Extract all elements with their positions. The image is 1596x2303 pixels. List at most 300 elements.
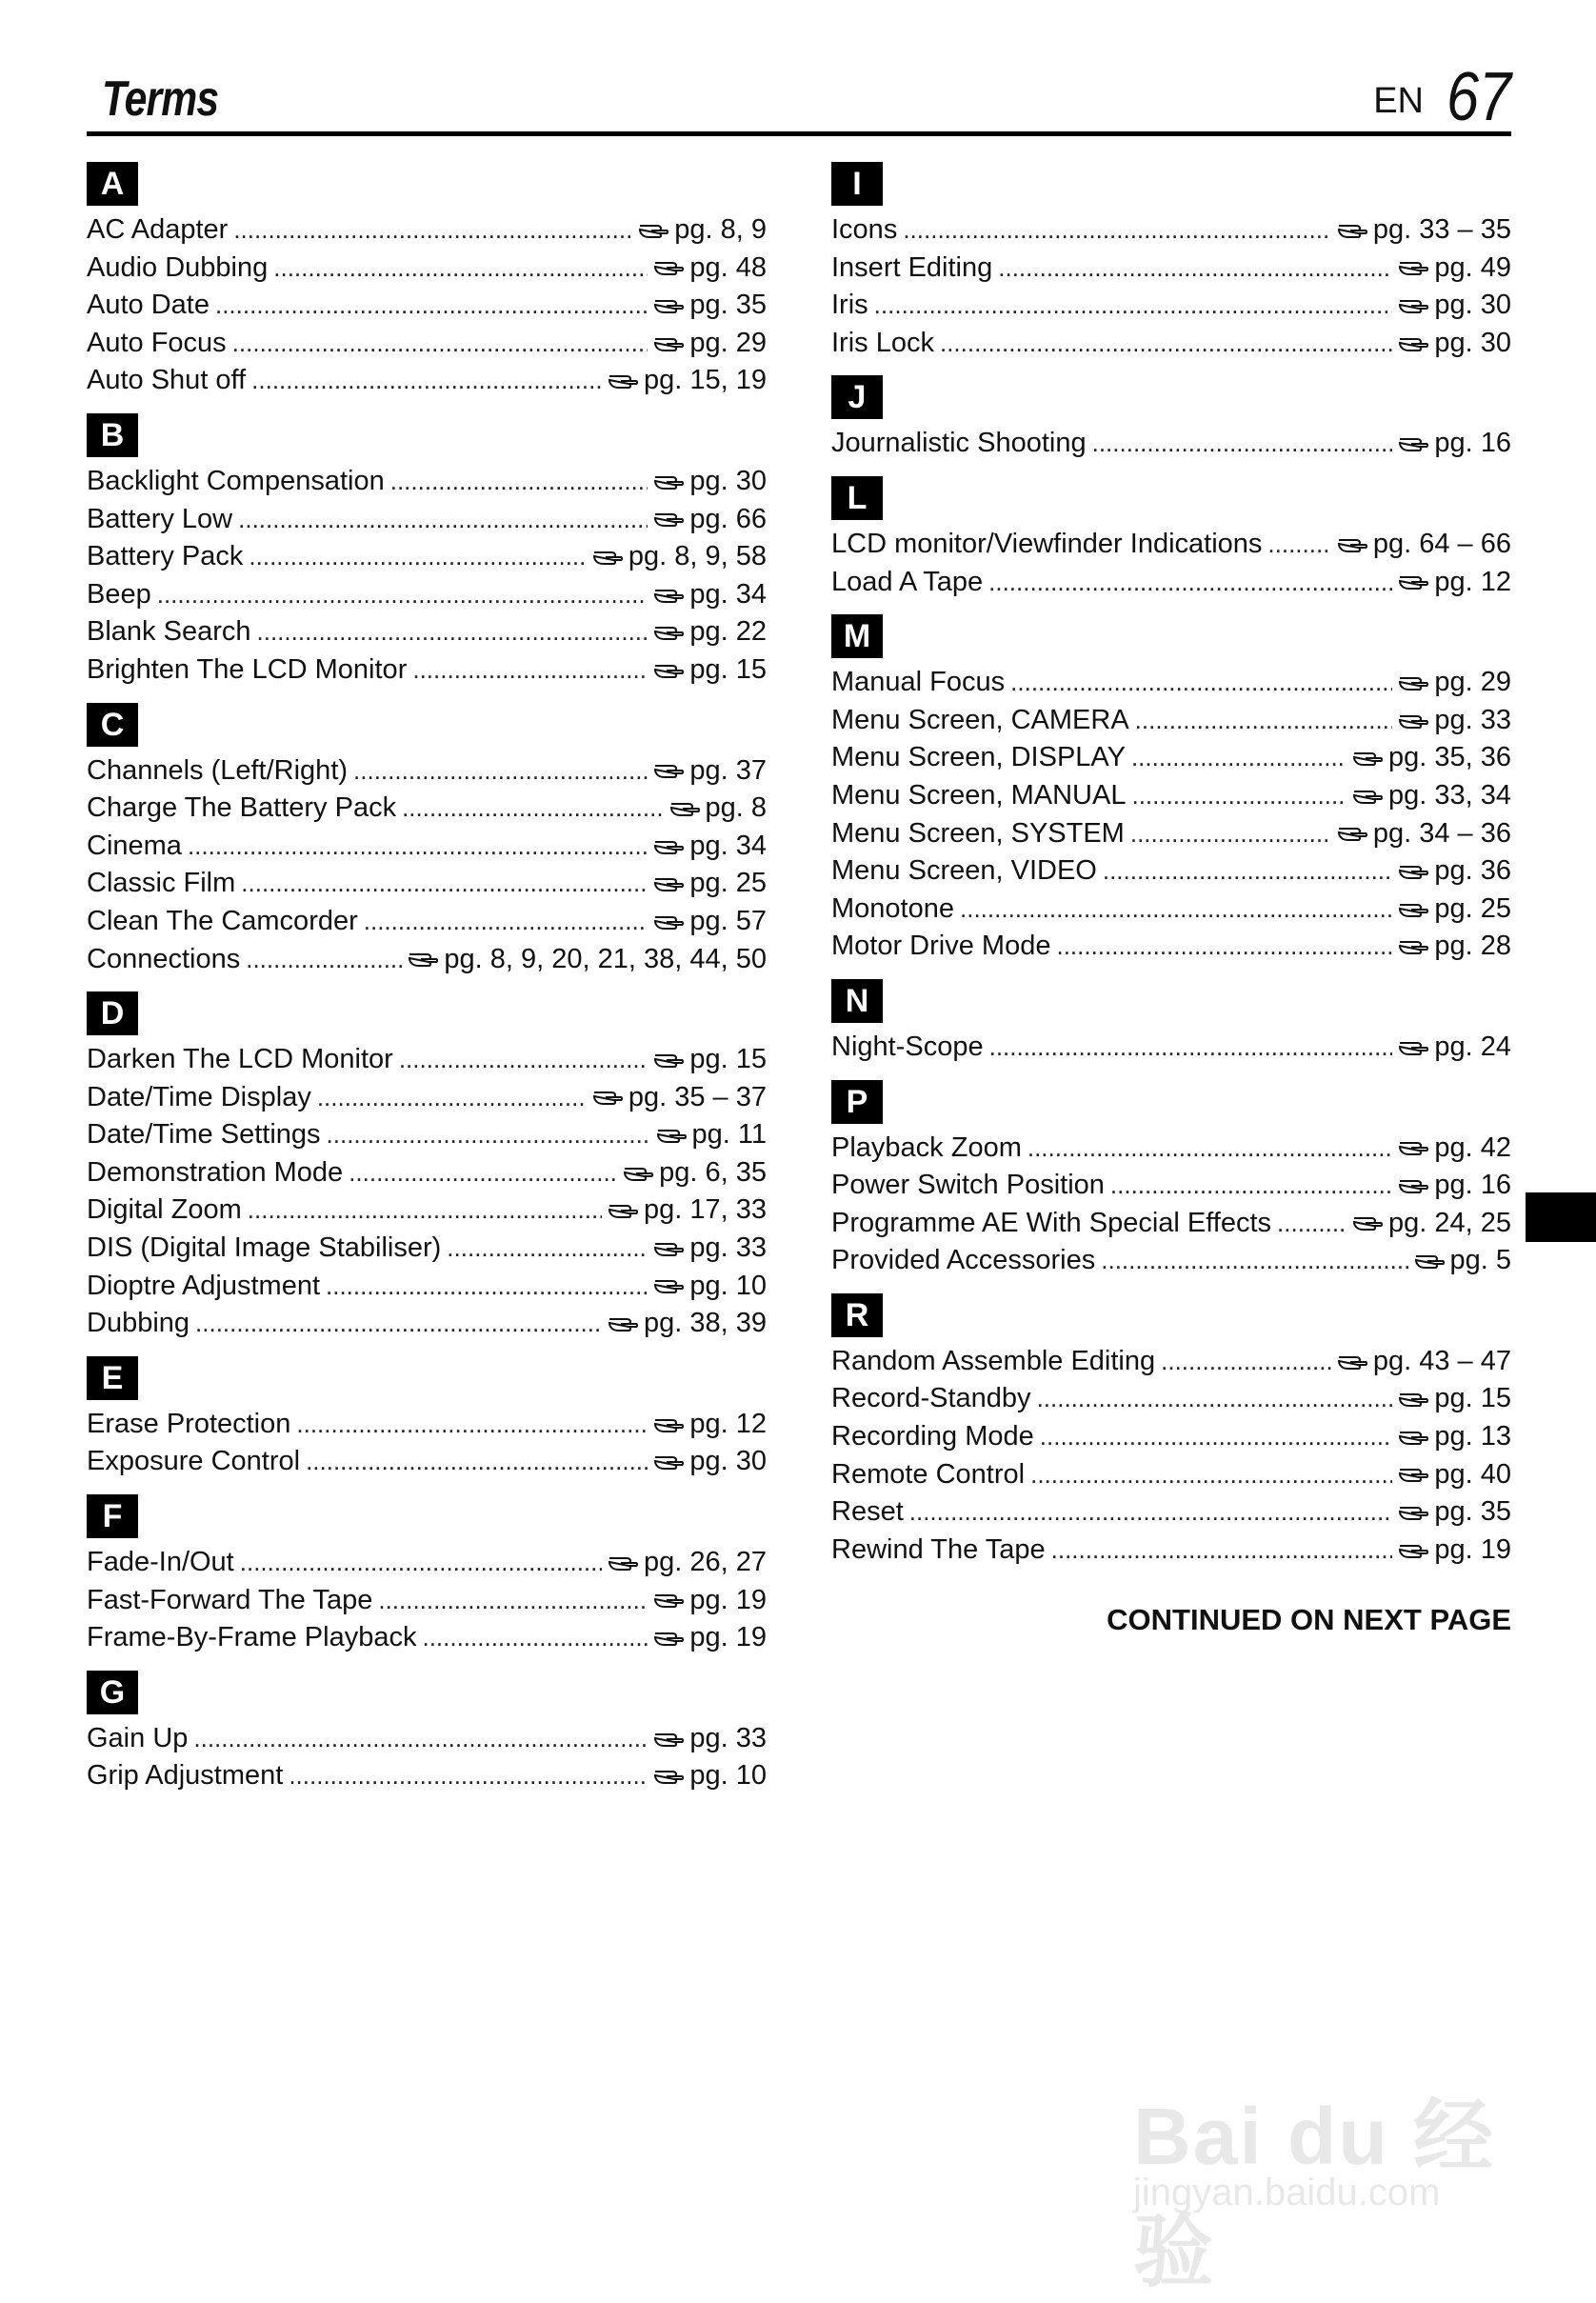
dot-leader — [960, 891, 1392, 929]
dot-leader — [988, 564, 1392, 602]
pointing-hand-icon — [1398, 711, 1428, 731]
entry-page-ref: pg. 48 — [689, 251, 767, 283]
index-entry — [87, 538, 767, 576]
entry-term: Auto Date — [87, 290, 209, 321]
section-i — [831, 162, 1511, 362]
pointing-hand-icon — [1398, 899, 1428, 920]
dot-leader — [241, 865, 648, 903]
dot-leader — [447, 1230, 648, 1268]
entry-term: Frame-By-Frame Playback — [87, 1622, 417, 1653]
pointing-hand-icon — [1337, 823, 1367, 844]
index-entry — [831, 287, 1511, 325]
entry-page-ref: pg. 38, 39 — [644, 1308, 767, 1339]
pointing-hand-icon — [1398, 1175, 1428, 1196]
pointing-hand-icon — [653, 471, 684, 492]
pointing-hand-icon — [1414, 1251, 1445, 1272]
dot-leader — [1267, 526, 1330, 564]
pointing-hand-icon — [653, 333, 684, 354]
entry-term: Backlight Compensation — [87, 465, 385, 496]
section-g — [87, 1671, 767, 1795]
entry-page-ref: pg. 19 — [689, 1622, 767, 1653]
index-entry — [87, 1305, 767, 1343]
entry-page-ref: pg. 11 — [691, 1119, 767, 1151]
dot-leader — [1040, 1418, 1393, 1456]
index-entry — [831, 928, 1511, 966]
section-letter: F — [87, 1494, 138, 1538]
section-j — [831, 375, 1511, 463]
section-e — [87, 1356, 767, 1481]
dot-leader — [390, 463, 648, 501]
index-entry — [831, 1167, 1511, 1205]
index-entry — [831, 739, 1511, 777]
dot-leader — [378, 1582, 648, 1620]
entry-page-ref: pg. 28 — [1434, 931, 1511, 962]
pointing-hand-icon — [669, 798, 700, 819]
index-entry — [87, 211, 767, 250]
pointing-hand-icon — [608, 370, 638, 391]
pointing-hand-icon — [1398, 1464, 1428, 1485]
dot-leader — [233, 211, 632, 250]
index-entry — [87, 1582, 767, 1620]
entry-page-ref: pg. 34 — [689, 830, 767, 861]
dot-leader — [1103, 852, 1393, 891]
section-n — [831, 979, 1511, 1067]
watermark — [1133, 2029, 1514, 2296]
index-entry — [87, 1406, 767, 1444]
entry-term: Erase Protection — [87, 1408, 291, 1439]
pointing-hand-icon — [653, 585, 684, 606]
dot-leader — [364, 903, 648, 941]
entry-term: Monotone — [831, 892, 954, 924]
dot-leader — [246, 941, 402, 979]
dot-leader — [1135, 702, 1393, 740]
pointing-hand-icon — [623, 1163, 653, 1184]
pointing-hand-icon — [653, 295, 684, 316]
entry-term: Darken The LCD Monitor — [87, 1044, 393, 1075]
entry-term: Manual Focus — [831, 667, 1006, 698]
entry-term: Reset — [831, 1496, 904, 1528]
index-entry — [831, 777, 1511, 815]
entry-term: LCD monitor/Viewfinder Indications — [831, 528, 1263, 559]
dot-leader — [188, 828, 648, 866]
pointing-hand-icon — [653, 660, 684, 681]
section-letter: R — [831, 1293, 883, 1337]
index-entry — [831, 1029, 1511, 1067]
index-entry — [87, 1720, 767, 1758]
pointing-hand-icon — [1398, 1389, 1428, 1410]
dot-leader — [353, 752, 648, 791]
pointing-hand-icon — [592, 547, 623, 568]
entry-page-ref: pg. 8 — [705, 792, 767, 824]
entry-term: Load A Tape — [831, 566, 984, 597]
dot-leader — [1056, 928, 1392, 966]
section-p — [831, 1080, 1511, 1280]
entry-page-ref: pg. 57 — [689, 905, 767, 936]
pointing-hand-icon — [1398, 571, 1428, 592]
pointing-hand-icon — [653, 1628, 684, 1649]
index-entry — [831, 1130, 1511, 1168]
entry-term: Grip Adjustment — [87, 1760, 284, 1792]
pointing-hand-icon — [1398, 936, 1428, 957]
pointing-hand-icon — [1337, 534, 1367, 555]
entry-page-ref: pg. 12 — [1434, 566, 1511, 597]
section-letter: M — [831, 614, 883, 658]
entry-term: Dioptre Adjustment — [87, 1270, 321, 1301]
entry-term: Menu Screen, DISPLAY — [831, 742, 1126, 773]
entry-page-ref: pg. 26, 27 — [644, 1547, 767, 1578]
entry-page-ref: pg. 34 – 36 — [1372, 817, 1511, 849]
pointing-hand-icon — [1398, 861, 1428, 882]
pointing-hand-icon — [653, 1275, 684, 1296]
dot-leader — [989, 1029, 1393, 1067]
section-l — [831, 476, 1511, 601]
entry-page-ref: pg. 10 — [689, 1270, 767, 1301]
index-entry — [831, 1205, 1511, 1243]
entry-page-ref: pg. 15, 19 — [644, 365, 767, 396]
section-letter: B — [87, 413, 138, 457]
entry-term: Provided Accessories — [831, 1245, 1096, 1276]
watermark-brand: Bai du 经验 — [1133, 2092, 1496, 2296]
entry-page-ref: pg. 66 — [689, 503, 767, 534]
dot-leader — [412, 651, 648, 690]
entry-page-ref: pg. 35, 36 — [1388, 742, 1511, 773]
index-column-right — [831, 162, 1511, 1637]
dot-leader — [399, 1041, 648, 1079]
index-entry — [87, 325, 767, 363]
section-letter: G — [87, 1671, 138, 1714]
index-entry — [87, 576, 767, 614]
entry-term: Gain Up — [87, 1722, 189, 1753]
dot-leader — [273, 250, 648, 288]
pointing-hand-icon — [653, 1766, 684, 1787]
dot-leader — [249, 538, 586, 576]
pointing-hand-icon — [653, 622, 684, 643]
section-a — [87, 162, 767, 400]
entry-term: DIS (Digital Image Stabiliser) — [87, 1232, 442, 1264]
pointing-hand-icon — [653, 257, 684, 278]
entry-term: Programme AE With Special Effects — [831, 1207, 1272, 1238]
pointing-hand-icon — [1398, 1427, 1428, 1448]
pointing-hand-icon — [653, 1414, 684, 1435]
pointing-hand-icon — [1352, 1212, 1383, 1233]
entry-term: Demonstration Mode — [87, 1156, 344, 1188]
index-entry — [831, 664, 1511, 702]
index-entry — [87, 865, 767, 903]
entry-page-ref: pg. 6, 35 — [659, 1156, 767, 1188]
entry-page-ref: pg. 22 — [689, 616, 767, 648]
entry-page-ref: pg. 33 — [689, 1722, 767, 1753]
entry-term: Classic Film — [87, 868, 236, 899]
entry-term: Iris Lock — [831, 327, 934, 358]
entry-page-ref: pg. 43 – 47 — [1372, 1345, 1511, 1376]
section-side-tab — [1526, 1192, 1596, 1242]
index-entry — [87, 903, 767, 941]
dot-leader — [238, 501, 648, 539]
pointing-hand-icon — [608, 1552, 638, 1573]
dot-leader — [1101, 1242, 1407, 1280]
index-entry — [87, 1619, 767, 1657]
index-entry — [87, 1079, 767, 1117]
pointing-hand-icon — [653, 1238, 684, 1259]
language-code: EN — [1373, 81, 1424, 121]
pointing-hand-icon — [1398, 257, 1428, 278]
section-letter: E — [87, 1356, 138, 1400]
section-letter: L — [831, 476, 883, 520]
entry-page-ref: pg. 17, 33 — [644, 1194, 767, 1226]
entry-term: Rewind The Tape — [831, 1533, 1046, 1565]
entry-term: Night-Scope — [831, 1031, 984, 1062]
dot-leader — [998, 250, 1392, 288]
entry-term: Menu Screen, SYSTEM — [831, 817, 1125, 849]
entry-term: Auto Shut off — [87, 365, 247, 396]
dot-leader — [402, 790, 663, 828]
entry-term: Fade-In/Out — [87, 1547, 234, 1578]
dot-leader — [940, 325, 1392, 363]
dot-leader — [215, 287, 648, 325]
entry-page-ref: pg. 15 — [1434, 1383, 1511, 1414]
index-entry — [831, 702, 1511, 740]
dot-leader — [1037, 1380, 1393, 1418]
index-entry — [831, 1532, 1511, 1570]
entry-term: Random Assemble Editing — [831, 1345, 1156, 1376]
pointing-hand-icon — [653, 911, 684, 932]
index-entry — [831, 891, 1511, 929]
entry-page-ref: pg. 37 — [689, 754, 767, 786]
dot-leader — [1110, 1167, 1392, 1205]
index-entry — [87, 463, 767, 501]
dot-leader — [306, 1443, 648, 1481]
index-entry — [831, 1456, 1511, 1494]
index-entry — [87, 1116, 767, 1154]
entry-page-ref: pg. 30 — [1434, 327, 1511, 358]
entry-term: Digital Zoom — [87, 1194, 242, 1226]
pointing-hand-icon — [1337, 220, 1367, 241]
index-entry — [831, 526, 1511, 564]
entry-page-ref: pg. 8, 9, 58 — [628, 541, 767, 572]
pointing-hand-icon — [653, 873, 684, 894]
entry-page-ref: pg. 35 — [1434, 1496, 1511, 1528]
entry-page-ref: pg. 29 — [1434, 667, 1511, 698]
index-entry — [87, 1443, 767, 1481]
entry-term: Dubbing — [87, 1308, 190, 1339]
entry-page-ref: pg. 30 — [689, 465, 767, 496]
pointing-hand-icon — [638, 220, 668, 241]
entry-term: Menu Screen, VIDEO — [831, 855, 1097, 887]
section-b — [87, 413, 767, 690]
entry-page-ref: pg. 13 — [1434, 1421, 1511, 1452]
entry-page-ref: pg. 8, 9, 20, 21, 38, 44, 50 — [444, 943, 767, 974]
entry-page-ref: pg. 8, 9 — [674, 214, 767, 245]
entry-term: Motor Drive Mode — [831, 931, 1051, 962]
pointing-hand-icon — [1398, 1137, 1428, 1158]
dot-leader — [1030, 1456, 1392, 1494]
entry-page-ref: pg. 15 — [689, 653, 767, 685]
dot-leader — [240, 1544, 602, 1582]
entry-page-ref: pg. 49 — [1434, 251, 1511, 283]
entry-page-ref: pg. 29 — [689, 327, 767, 358]
entry-page-ref: pg. 36 — [1434, 855, 1511, 887]
entry-term: Journalistic Shooting — [831, 428, 1087, 459]
entry-term: Playback Zoom — [831, 1131, 1022, 1163]
page-header — [87, 48, 1511, 136]
entry-term: Auto Focus — [87, 327, 227, 358]
entry-page-ref: pg. 15 — [689, 1044, 767, 1075]
pointing-hand-icon — [653, 509, 684, 530]
dot-leader — [326, 1268, 648, 1306]
entry-term: Date/Time Settings — [87, 1119, 321, 1151]
entry-page-ref: pg. 35 — [689, 290, 767, 321]
dot-leader — [903, 211, 1331, 250]
index-entry — [831, 815, 1511, 853]
section-letter: N — [831, 979, 883, 1023]
index-entry — [831, 852, 1511, 891]
section-d — [87, 991, 767, 1343]
entry-page-ref: pg. 64 – 66 — [1372, 528, 1511, 559]
dot-leader — [1130, 815, 1331, 853]
entry-page-ref: pg. 40 — [1434, 1458, 1511, 1490]
entry-term: Battery Pack — [87, 541, 244, 572]
entry-term: Exposure Control — [87, 1446, 301, 1477]
entry-page-ref: pg. 42 — [1434, 1131, 1511, 1163]
dot-leader — [422, 1619, 648, 1657]
dot-leader — [1131, 777, 1347, 815]
entry-term: Recording Mode — [831, 1421, 1034, 1452]
dot-leader — [1051, 1532, 1393, 1570]
entry-term: Insert Editing — [831, 251, 993, 283]
entry-term: Cinema — [87, 830, 182, 861]
dot-leader — [1131, 739, 1347, 777]
pointing-hand-icon — [1398, 1037, 1428, 1058]
dot-leader — [349, 1154, 617, 1192]
section-letter: A — [87, 162, 138, 206]
entry-term: AC Adapter — [87, 214, 229, 245]
entry-page-ref: pg. 35 – 37 — [628, 1081, 767, 1112]
index-entry — [87, 613, 767, 651]
index-entry — [87, 790, 767, 828]
dot-leader — [157, 576, 648, 614]
entry-term: Blank Search — [87, 616, 251, 648]
index-entry — [87, 752, 767, 791]
section-c — [87, 703, 767, 979]
pointing-hand-icon — [656, 1125, 687, 1146]
entry-term: Date/Time Display — [87, 1081, 311, 1112]
entry-term: Beep — [87, 578, 151, 610]
section-letter: J — [831, 375, 883, 419]
pointing-hand-icon — [408, 949, 438, 970]
pointing-hand-icon — [1398, 295, 1428, 316]
entry-page-ref: pg. 19 — [689, 1584, 767, 1615]
entry-term: Remote Control — [831, 1458, 1026, 1490]
dot-leader — [1027, 1130, 1393, 1168]
index-entry — [87, 1268, 767, 1306]
index-column-left — [87, 162, 767, 1809]
entry-page-ref: pg. 12 — [689, 1408, 767, 1439]
dot-leader — [327, 1116, 650, 1154]
index-entry — [831, 1242, 1511, 1280]
page-title: Terms — [102, 71, 219, 127]
index-entry — [831, 325, 1511, 363]
entry-page-ref: pg. 24 — [1434, 1031, 1511, 1062]
dot-leader — [193, 1720, 648, 1758]
watermark-url: jingyan.baidu.com — [1133, 2172, 1441, 2213]
dot-leader — [1161, 1343, 1331, 1381]
index-entry — [831, 211, 1511, 250]
section-f — [87, 1494, 767, 1657]
entry-page-ref: pg. 33 — [1434, 704, 1511, 735]
entry-page-ref: pg. 34 — [689, 578, 767, 610]
index-entry — [87, 941, 767, 979]
pointing-hand-icon — [1337, 1352, 1367, 1372]
entry-term: Clean The Camcorder — [87, 905, 358, 936]
entry-term: Connections — [87, 943, 241, 974]
entry-page-ref: pg. 33, 34 — [1388, 779, 1511, 811]
dot-leader — [317, 1079, 587, 1117]
index-entry — [87, 1230, 767, 1268]
entry-page-ref: pg. 5 — [1449, 1245, 1511, 1276]
entry-page-ref: pg. 25 — [1434, 892, 1511, 924]
dot-leader — [257, 613, 648, 651]
entry-term: Menu Screen, CAMERA — [831, 704, 1129, 735]
entry-term: Charge The Battery Pack — [87, 792, 397, 824]
pointing-hand-icon — [653, 1452, 684, 1472]
section-letter: D — [87, 991, 138, 1035]
section-letter: P — [831, 1080, 883, 1124]
index-entry — [831, 425, 1511, 463]
section-r — [831, 1293, 1511, 1570]
index-entry — [831, 250, 1511, 288]
pointing-hand-icon — [1398, 672, 1428, 693]
entry-term: Fast-Forward The Tape — [87, 1584, 373, 1615]
page-number: 67 — [1446, 59, 1511, 135]
entry-page-ref: pg. 24, 25 — [1388, 1207, 1511, 1238]
dot-leader — [289, 1757, 648, 1795]
entry-term: Battery Low — [87, 503, 233, 534]
index-entry — [87, 1041, 767, 1079]
entry-page-ref: pg. 16 — [1434, 1170, 1511, 1201]
dot-leader — [874, 287, 1393, 325]
entry-term: Power Switch Position — [831, 1170, 1105, 1201]
section-letter: I — [831, 162, 883, 206]
pointing-hand-icon — [1352, 786, 1383, 807]
pointing-hand-icon — [608, 1313, 638, 1334]
dot-leader — [296, 1406, 648, 1444]
dot-leader — [1092, 425, 1393, 463]
index-entry — [87, 1154, 767, 1192]
continued-notice: CONTINUED ON NEXT PAGE — [1107, 1603, 1511, 1637]
entry-page-ref: pg. 19 — [1434, 1533, 1511, 1565]
dot-leader — [1010, 664, 1392, 702]
index-entry — [87, 287, 767, 325]
entry-term: Iris — [831, 290, 868, 321]
index-entry — [87, 501, 767, 539]
index-entry — [831, 1493, 1511, 1532]
entry-page-ref: pg. 30 — [1434, 290, 1511, 321]
pointing-hand-icon — [1398, 1502, 1428, 1523]
index-entry — [87, 362, 767, 400]
index-entry — [87, 651, 767, 690]
index-entry — [87, 1192, 767, 1230]
entry-term: Record-Standby — [831, 1383, 1031, 1414]
dot-leader — [1277, 1205, 1347, 1243]
pointing-hand-icon — [1398, 1540, 1428, 1561]
entry-page-ref: pg. 30 — [689, 1446, 767, 1477]
dot-leader — [232, 325, 648, 363]
dot-leader — [909, 1493, 1393, 1532]
pointing-hand-icon — [608, 1200, 638, 1221]
index-entry — [87, 1544, 767, 1582]
entry-page-ref: pg. 33 — [689, 1232, 767, 1264]
index-entry — [831, 1418, 1511, 1456]
